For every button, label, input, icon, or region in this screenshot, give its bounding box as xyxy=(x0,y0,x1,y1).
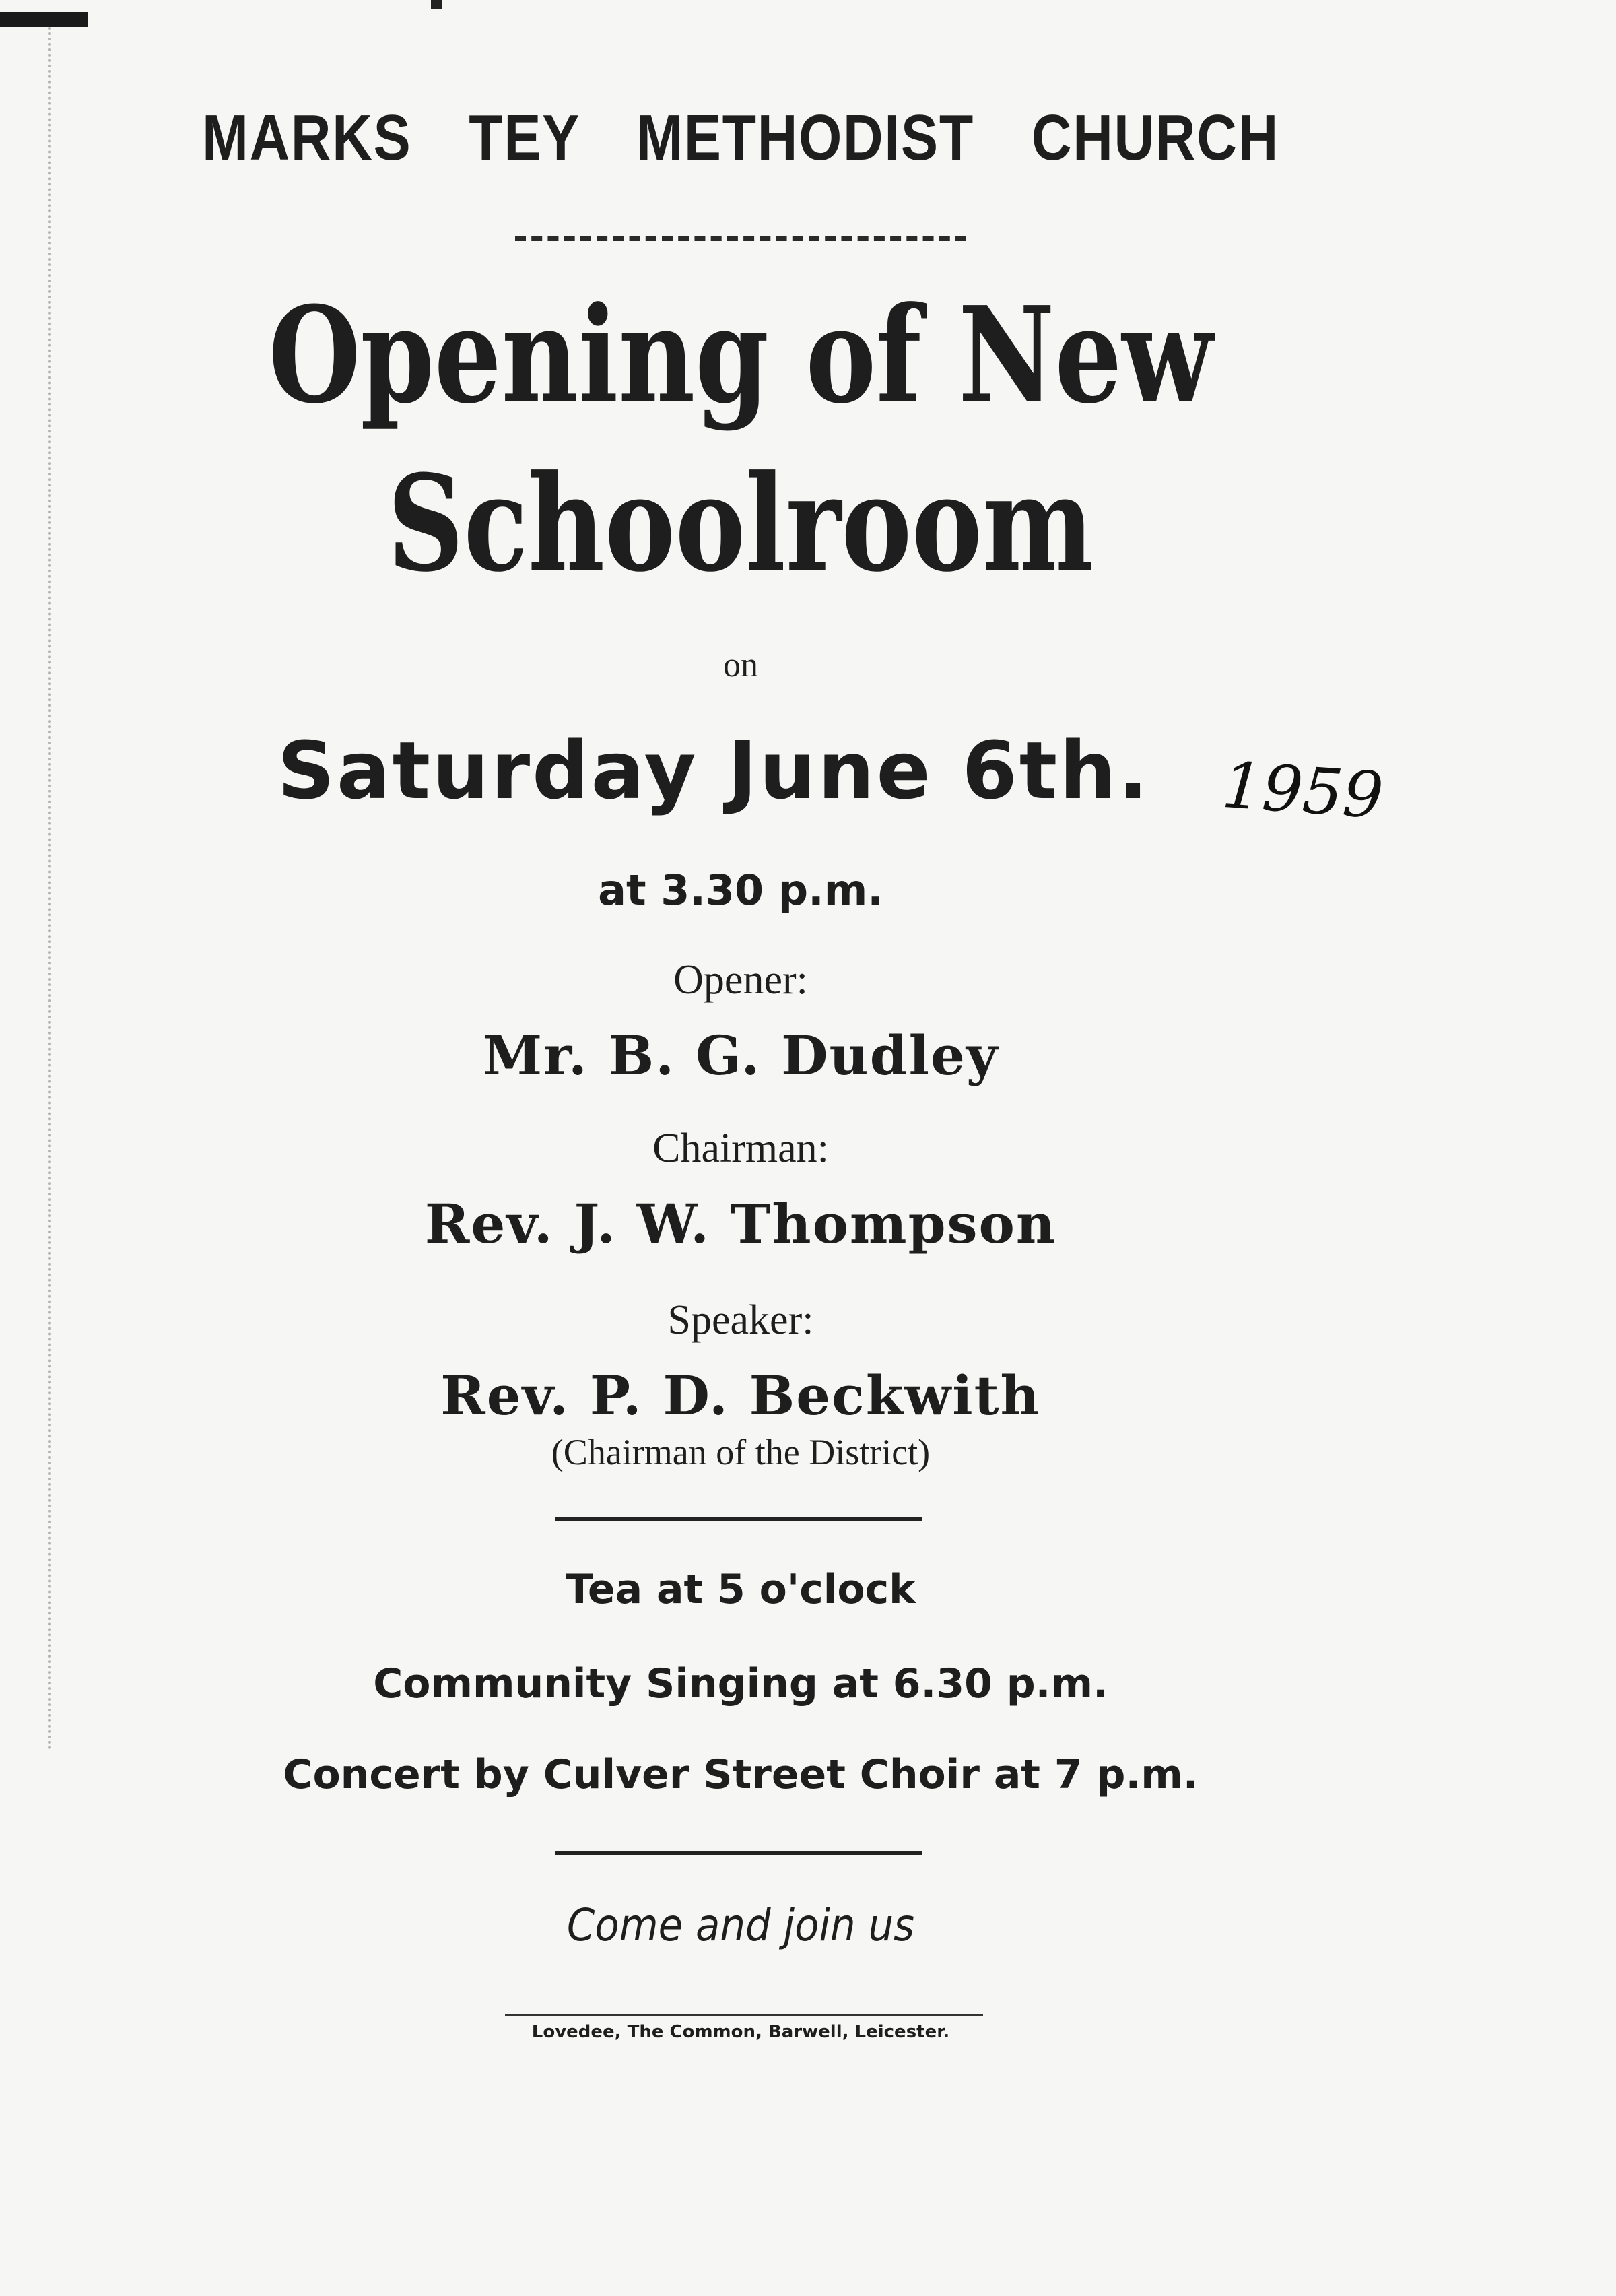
chairman-name: Rev. J. W. Thompson xyxy=(424,1192,1057,1255)
speaker-name: Rev. P. D. Beckwith xyxy=(440,1364,1041,1427)
title-line-1: Opening of New xyxy=(268,278,1213,433)
singing-event: Community Singing at 6.30 p.m. xyxy=(373,1660,1108,1707)
opener-name: Mr. B. G. Dudley xyxy=(482,1024,999,1087)
header-divider xyxy=(515,236,966,241)
event-date: Saturday June 6th. xyxy=(277,724,1151,817)
speaker-note: (Chairman of the District) xyxy=(551,1432,931,1472)
section-divider-2 xyxy=(556,1851,922,1855)
opener-label: Opener: xyxy=(673,957,808,1003)
scan-edge-mark xyxy=(0,12,88,27)
event-time: at 3.30 p.m. xyxy=(598,865,883,915)
tea-event: Tea at 5 o'clock xyxy=(565,1566,916,1613)
chairman-label: Chairman: xyxy=(652,1125,829,1171)
section-divider-1 xyxy=(556,1517,922,1521)
imprint-divider xyxy=(505,2014,983,2016)
handwritten-year: 1959 xyxy=(1219,748,1386,834)
printer-imprint: Lovedee, The Common, Barwell, Leicester. xyxy=(531,2022,950,2042)
scan-edge-tick xyxy=(431,0,442,9)
slogan: Come and join us xyxy=(566,1899,915,1951)
speaker-label: Speaker: xyxy=(667,1297,814,1343)
title-line-2: Schoolroom xyxy=(387,447,1094,601)
on-text: on xyxy=(723,646,758,684)
concert-event: Concert by Culver Street Choir at 7 p.m. xyxy=(283,1751,1199,1798)
church-name: MARKS TEY METHODIST CHURCH xyxy=(202,102,1279,174)
